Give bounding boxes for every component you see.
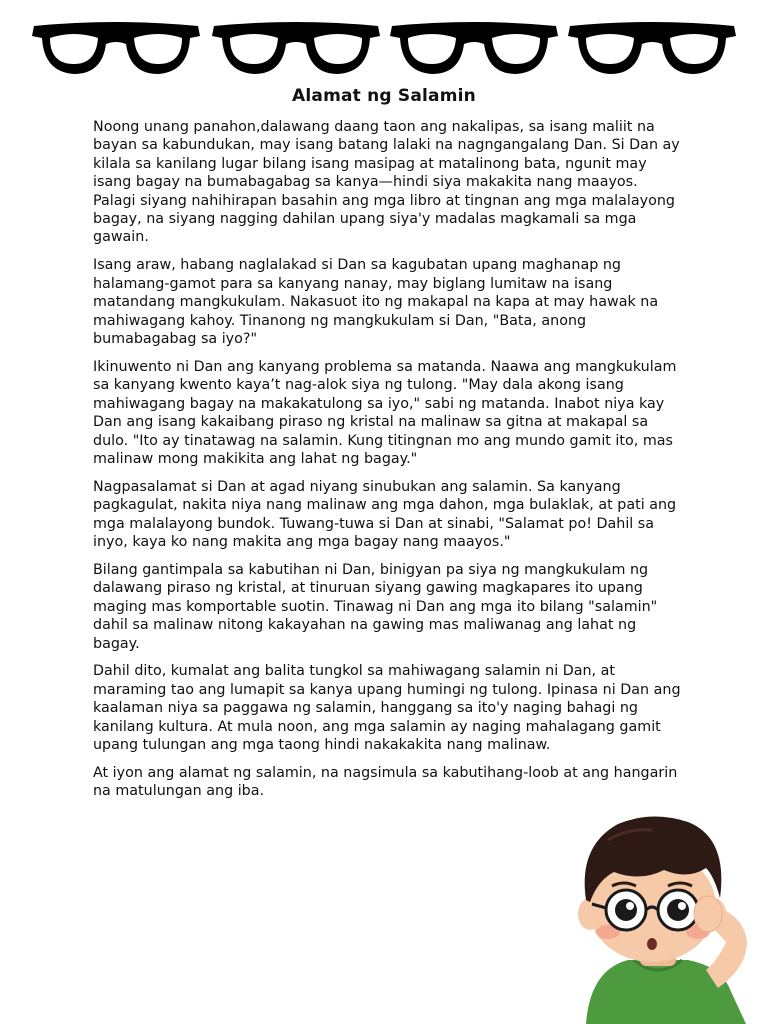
paragraph-4: Nagpasalamat si Dan at agad niyang sinubukan ang salamin. Sa kanyang pagkagulat, nakita niya nang malinaw ang mga dahon, mga bulaklak, at pati ang mga malalayong bundok. Tuwang-tuwa si Dan at sinabi, "Salamat po! Dahil sa inyo, kaya ko nang makita ang mga bagay nang maayos." (93, 478, 677, 551)
eyeglasses-icon (566, 16, 738, 78)
boy-mouth (647, 938, 657, 950)
paragraph-2: Isang araw, habang naglalakad si Dan sa kagubatan upang maghanap ng halamang-gamot para sa kanyang nanay, may biglang lumitaw na isang matandang mangkukulam. Nakasuot ito ng makapal na kapa at may hawak na mahiwagang kahoy. Tinanong ng mangkukulam si Dan, "Bata, anong bumabagabag sa iyo?" (93, 257, 659, 347)
paragraph-6: Dahil dito, kumalat ang balita tungkol sa mahiwagang salamin ni Dan, at maraming tao ang lumapit sa kanya upang humingi ng tulong. Ipinasa ni Dan ang kaalaman niya sa paggawa ng salamin, hanggang sa ito'y naging bahagi ng kanilang kultura. At mula noon, ang mga salamin ay naging mahalagang gamit upang tulungan ang mga taong hindi nakakakita nang malinaw. (93, 663, 681, 754)
boy-with-glasses-illustration (568, 810, 768, 1024)
paragraph-5: Bilang gantimpala sa kabutihan ni Dan, binigyan pa siya ng mangkukulam ng dalawang piraso ng kristal, at tinuruan siyang gawing magkapares ito upang maging mas komportable suotin. Tinawag ni Dan ang mga ito bilang "salamin" dahil sa malinaw nitong kakayahan na gawing mas maliwanag ang lahat ng bagay. (93, 561, 658, 652)
story-body (93, 118, 683, 810)
story-title: Alamat ng Salamin (292, 86, 476, 106)
paragraph-3: Ikinuwento ni Dan ang kanyang problema sa matanda. Naawa ang mangkukulam sa kanyang kwento kaya’t nag-alok siya ng tulong. "May dala akong isang mahiwagang bagay na makakatulong sa iyo," sabi ng matanda. Inabot niya kay Dan ang isang kakaibang piraso ng kristal na malinaw sa gitna at makapal sa dulo. "Ito ay tinatawag na salamin. Kung titingnan mo ang mundo gamit ito, mas malinaw mong makikita ang lahat ng bagay." (93, 358, 677, 467)
eyeglasses-icon (210, 16, 382, 78)
paragraph-7: At iyon ang alamat ng salamin, na nagsimula sa kabutihang-loob at ang hangarin na matulungan ang iba. (93, 765, 678, 800)
eyeglasses-icon (30, 16, 202, 78)
paragraph-1: Noong unang panahon,dalawang daang taon ang nakalipas, sa isang maliit na bayan sa kabundukan, may isang batang lalaki na nagngangalang Dan. Si Dan ay kilala sa kanilang lugar bilang isang masipag at matalinong bata, ngunit may isang bagay na bumabagabag sa kanya—hindi siya makakita nang maayos. Palagi siyang nahihirapan basahin ang mga libro at tingnan ang mga malalayong bagay, na siyang nagging dahilan upang siya'y madalas magkamali sa mga gawain. (93, 119, 680, 246)
header-glasses-border (30, 16, 740, 78)
eyeglasses-icon (388, 16, 560, 78)
